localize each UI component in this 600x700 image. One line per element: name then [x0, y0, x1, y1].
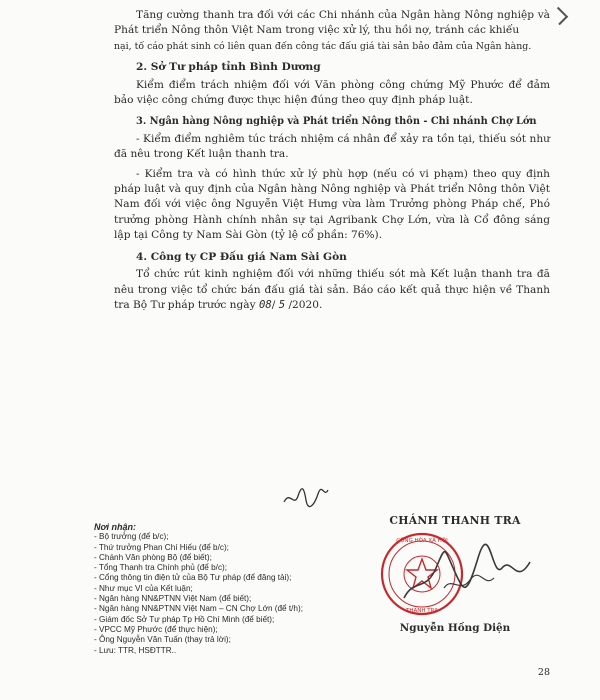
paragraph-1-continued: nại, tố cáo phát sinh có liên quan đến công tác đấu giá tài sản bảo đảm của Ngân hàng. — [114, 40, 532, 52]
paragraph-2: Kiểm điểm trách nhiệm đối với Văn phòng công chứng Mỹ Phước để đảm bảo việc công chứng được thực hiện đúng theo quy định pháp luật. — [114, 78, 550, 107]
recipient-item: - Giám đốc Sở Tư pháp Tp Hồ Chí Minh (để biết); — [94, 614, 275, 624]
document-body — [114, 8, 550, 313]
recipients-title: Nơi nhận: — [94, 522, 137, 532]
signer-title: CHÁNH THANH TRA — [389, 514, 521, 527]
paragraph-3a: - Kiểm điểm nghiêm túc trách nhiệm cá nhân để xảy ra tồn tại, thiếu sót như đã nêu trong Kết luận thanh tra. — [114, 132, 550, 161]
page-number: 28 — [537, 667, 550, 678]
paragraph-4-text: Tổ chức rút kinh nghiệm đối với những thiếu sót mà Kết luận thanh tra đã nêu trong việc tổ chức bán đấu giá tài sản. Báo cáo kết quả thực hiện về Thanh tra Bộ Tư pháp trước ngày — [114, 268, 550, 311]
recipient-item: - VPCC Mỹ Phước (để thực hiện); — [94, 624, 218, 634]
svg-text:THANH TRA: THANH TRA — [406, 608, 438, 614]
paragraph-1: Tăng cường thanh tra đối với các Chi nhánh của Ngân hàng Nông nghiệp và Phát triển Nông thôn Việt Nam trong việc xử lý, thu hồi nợ, tránh các khiếu — [114, 9, 550, 37]
signature-block — [370, 514, 540, 634]
recipient-item: - Chánh Văn phòng Bộ (để biết); — [94, 552, 212, 562]
recipient-item: - Như mục VI của Kết luận; — [94, 583, 193, 593]
paragraph-3b: - Kiểm tra và có hình thức xử lý phù hợp (nếu có vi phạm) theo quy định pháp luật và quy định của Ngân hàng Nông nghiệp và Phát triển Nông thôn Việt Nam đối với việc ông Nguyễn Việt Hưng vừa làm Trưởng phòng Pháp chế, Phó trưởng phòng Hành chính nhân sự tại Agribank Chợ Lớn, vừa là Cổ đông sáng lập tại Công ty Nam Sài Gòn (tỷ lệ cổ phần: 76%). — [114, 167, 550, 242]
heading-section-3: 3. Ngân hàng Nông nghiệp và Phát triển Nông thôn - Chi nhánh Chợ Lớn — [136, 116, 537, 128]
recipient-item: - Ông Nguyễn Văn Tuấn (thay trả lời); — [94, 635, 231, 645]
date-separator: / — [271, 298, 276, 311]
recipient-item: - Lưu: TTR, HSĐTTR.. — [94, 645, 177, 655]
date-day: 08 — [258, 298, 272, 311]
date-year: /2020. — [288, 298, 323, 311]
official-seal — [374, 528, 534, 620]
recipient-item: - Cổng thông tin điện tử của Bộ Tư pháp (để đăng tải); — [94, 573, 292, 583]
svg-text:CỘNG HÒA XÃ HỘI: CỘNG HÒA XÃ HỘI — [396, 538, 448, 544]
signer-name: Nguyễn Hồng Diện — [399, 622, 511, 634]
recipient-item: - Tổng Thanh tra Chính phủ (để b/c); — [94, 563, 228, 573]
recipient-item: - Ngân hàng NN&PTNN Việt Nam – CN Chợ Lớn (để t/h); — [94, 604, 303, 614]
date-month: 5 — [278, 298, 286, 311]
initials-scribble — [282, 482, 330, 512]
recipient-item: - Thứ trưởng Phan Chí Hiếu (để b/c); — [94, 542, 229, 552]
recipient-item: - Bộ trưởng (để b/c); — [94, 532, 169, 542]
heading-section-4: 4. Công ty CP Đấu giá Nam Sài Gòn — [136, 250, 347, 263]
corner-check-mark — [550, 7, 568, 25]
heading-section-2: 2. Sở Tư pháp tỉnh Bình Dương — [136, 61, 321, 74]
recipient-item: - Ngân hàng NN&PTNN Việt Nam (để biết); — [94, 594, 252, 604]
paragraph-4 — [114, 267, 550, 313]
recipients-list — [94, 522, 374, 656]
